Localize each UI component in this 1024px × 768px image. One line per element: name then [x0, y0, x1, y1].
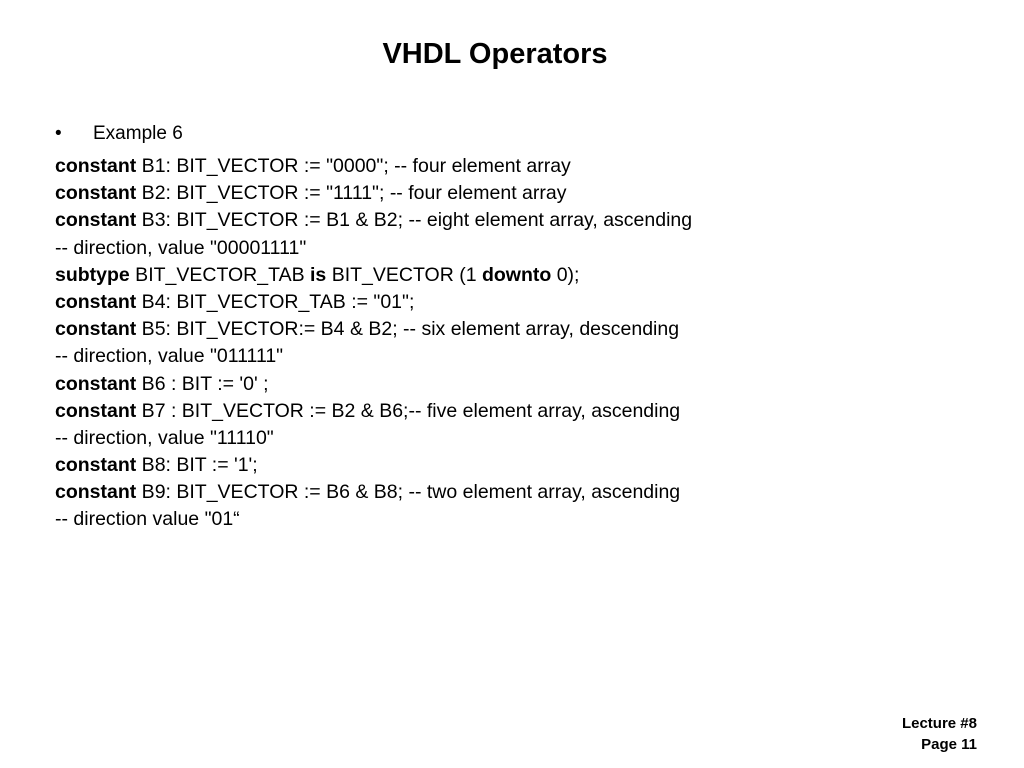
- code-line: [55, 316, 955, 343]
- code-line: [55, 180, 955, 207]
- code-line: [55, 452, 955, 479]
- code-line: [55, 479, 955, 506]
- code-keyword: downto: [481, 263, 552, 286]
- code-text: -- direction, value "011111": [55, 345, 284, 368]
- code-keyword: constant: [55, 290, 137, 313]
- code-line: [55, 425, 955, 452]
- code-text: B5: BIT_VECTOR:= B4 & B2; -- six element array, descending: [136, 318, 680, 341]
- code-line: [55, 371, 955, 398]
- code-line: [55, 506, 955, 533]
- code-text: 0);: [551, 263, 580, 286]
- code-text: -- direction, value "00001111": [55, 236, 307, 259]
- code-text: B1: BIT_VECTOR := "0000"; -- four element array: [136, 155, 571, 177]
- code-text: B4: BIT_VECTOR_TAB := "01";: [136, 290, 415, 313]
- code-text: B8: BIT := '1';: [136, 454, 258, 477]
- code-line: [55, 235, 955, 262]
- code-keyword: constant: [55, 155, 137, 177]
- code-text: B2: BIT_VECTOR := "1111"; -- four element array: [136, 182, 567, 205]
- code-keyword: constant: [55, 372, 137, 395]
- code-keyword: constant: [55, 182, 137, 205]
- code-text: B9: BIT_VECTOR := B6 & B8; -- two element array, ascending: [136, 481, 681, 504]
- code-keyword: is: [310, 263, 327, 286]
- code-text: B7 : BIT_VECTOR := B2 & B6;-- five element array, ascending: [136, 399, 681, 422]
- lecture-number: Lecture #8: [901, 715, 977, 732]
- bullet-dot-icon: •: [55, 123, 62, 144]
- slide-title: VHDL Operators: [382, 38, 608, 70]
- code-block: [55, 153, 955, 534]
- code-keyword: subtype: [55, 263, 130, 286]
- code-keyword: constant: [55, 318, 137, 341]
- code-keyword: constant: [55, 399, 137, 422]
- code-line: [55, 289, 955, 316]
- bullet-label: Example 6: [93, 123, 183, 144]
- code-line: [55, 398, 955, 425]
- slide-footer: [902, 713, 977, 755]
- code-text: BIT_VECTOR (1: [326, 263, 482, 286]
- page-number: Page 11: [921, 736, 977, 753]
- code-keyword: constant: [55, 209, 137, 232]
- bullet-item: [55, 121, 183, 147]
- code-text: BIT_VECTOR_TAB: [129, 263, 311, 286]
- code-line: [55, 343, 955, 370]
- code-line: [55, 207, 955, 234]
- code-keyword: constant: [55, 481, 137, 504]
- code-line: [55, 153, 955, 180]
- code-text: -- direction, value "11110": [55, 426, 274, 449]
- code-line: [55, 262, 955, 289]
- code-keyword: constant: [55, 454, 137, 477]
- code-text: B3: BIT_VECTOR := B1 & B2; -- eight element array, ascending: [136, 209, 693, 232]
- code-text: B6 : BIT := '0' ;: [136, 372, 269, 395]
- code-text: -- direction value "01“: [55, 508, 240, 531]
